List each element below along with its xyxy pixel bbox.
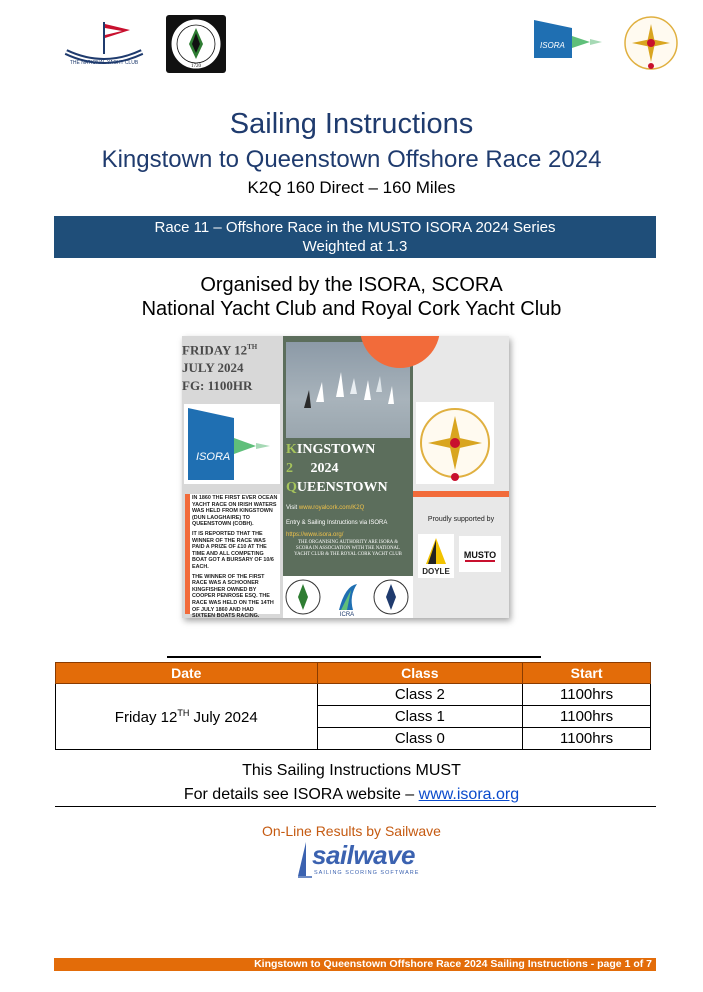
organisers-line-2: National Yacht Club and Royal Cork Yacht Club — [141, 298, 562, 320]
start-schedule-table — [55, 662, 651, 750]
poster-isora-logo — [184, 404, 280, 484]
poster-sponsors-label: Proudly supported by — [427, 516, 495, 523]
must-notice: This Sailing Instructions MUST — [242, 762, 461, 779]
poster-club-logos — [283, 576, 413, 618]
results-label: On-Line Results by Sailwave — [262, 823, 441, 839]
scora-logo — [622, 14, 680, 72]
poster-race-name: KINGSTOWN 2 2024 QUEENSTOWN — [286, 442, 388, 495]
table-row — [56, 684, 651, 706]
poster-scora-logo — [416, 402, 494, 484]
isora-website-link[interactable]: www.isora.org — [418, 786, 520, 803]
svg-text:ISORA: ISORA — [540, 41, 565, 50]
svg-text:ICRA: ICRA — [339, 612, 355, 618]
poster-links: Visit www.royalcork.com/K2Q Entry & Sailing Instructions via ISORA https://www.isora.org/ — [286, 505, 388, 538]
table-header-row — [56, 663, 651, 684]
national-yacht-club-logo — [60, 18, 148, 68]
divider — [167, 656, 541, 658]
column-header-start: Start — [523, 663, 651, 684]
svg-text:MUSTO: MUSTO — [463, 550, 497, 560]
svg-text:DOYLE: DOYLE — [422, 567, 450, 576]
details-line: For details see ISORA website – www.isora.org — [183, 786, 520, 803]
poster-organising-text: THE ORGANISING AUTHORITY ARE ISORA & SCORA IN ASSOCIATION WITH THE NATIONAL YACHT CLUB & THE ROYAL CORK YACHT CLUB — [294, 540, 402, 557]
musto-logo — [459, 536, 501, 572]
svg-text:1720: 1720 — [191, 64, 201, 69]
svg-text:ISORA: ISORA — [196, 451, 231, 463]
start-time-cell: 1100hrs — [523, 706, 651, 728]
class-cell: Class 0 — [317, 728, 523, 750]
doyle-logo — [418, 534, 454, 578]
class-cell: Class 1 — [317, 706, 523, 728]
course-description: K2Q 160 Direct – 160 Miles — [247, 178, 456, 197]
sailwave-logo: sailwave SAILING SCORING SOFTWARE — [296, 840, 420, 880]
poster-history-text: IN 1860 THE FIRST EVER OCEAN YACHT RACE ON IRISH WATERS WAS HELD FROM KINGSTOWN (DUN LAOGHAIRE) TO QUEENSTOWN (COBH). IT IS REPORTED THAT THE WINNER OF THE RACE WAS PAID A PRIZE OF £10 AT THE TIME AND ALL COMPETING BOAT GOT A BURSARY OF 10/6 EACH. THE WINNER OF THE FIRST RACE WAS A SCHOONER KINGFISHER OWNED BY COOPER PENROSE ESQ. THE RACE WAS HELD ON THE 14TH OF JULY 1860 AND HAD SIXTEEN BOATS RACING. — [185, 494, 280, 614]
start-time-cell: 1100hrs — [523, 684, 651, 706]
svg-text:THE NATIONAL YACHT CLUB: THE NATIONAL YACHT CLUB — [69, 60, 139, 66]
class-cell: Class 2 — [317, 684, 523, 706]
start-time-cell: 1100hrs — [523, 728, 651, 750]
isora-logo — [532, 18, 604, 62]
poster-date: FRIDAY 12TH JULY 2024 FG: 1100HR — [182, 342, 258, 394]
column-header-date: Date — [56, 663, 318, 684]
race-name: Kingstown to Queenstown Offshore Race 2024 — [101, 146, 602, 173]
divider — [55, 806, 656, 807]
page-title: Sailing Instructions — [229, 108, 474, 140]
race-date-cell: Friday 12TH July 2024 — [56, 684, 318, 750]
poster-orange-bar — [413, 491, 509, 497]
banner-line-2: Weighted at 1.3 — [302, 238, 408, 255]
race-poster — [182, 336, 509, 618]
banner-line-1: Race 11 – Offshore Race in the MUSTO ISORA 2024 Series — [154, 219, 556, 236]
royal-cork-yacht-club-logo — [166, 15, 226, 73]
page-footer: Kingstown to Queenstown Offshore Race 2024 Sailing Instructions - page 1 of 7 — [54, 958, 656, 971]
series-banner — [54, 216, 656, 258]
organisers-line-1: Organised by the ISORA, SCORA — [200, 274, 503, 296]
column-header-class: Class — [317, 663, 523, 684]
